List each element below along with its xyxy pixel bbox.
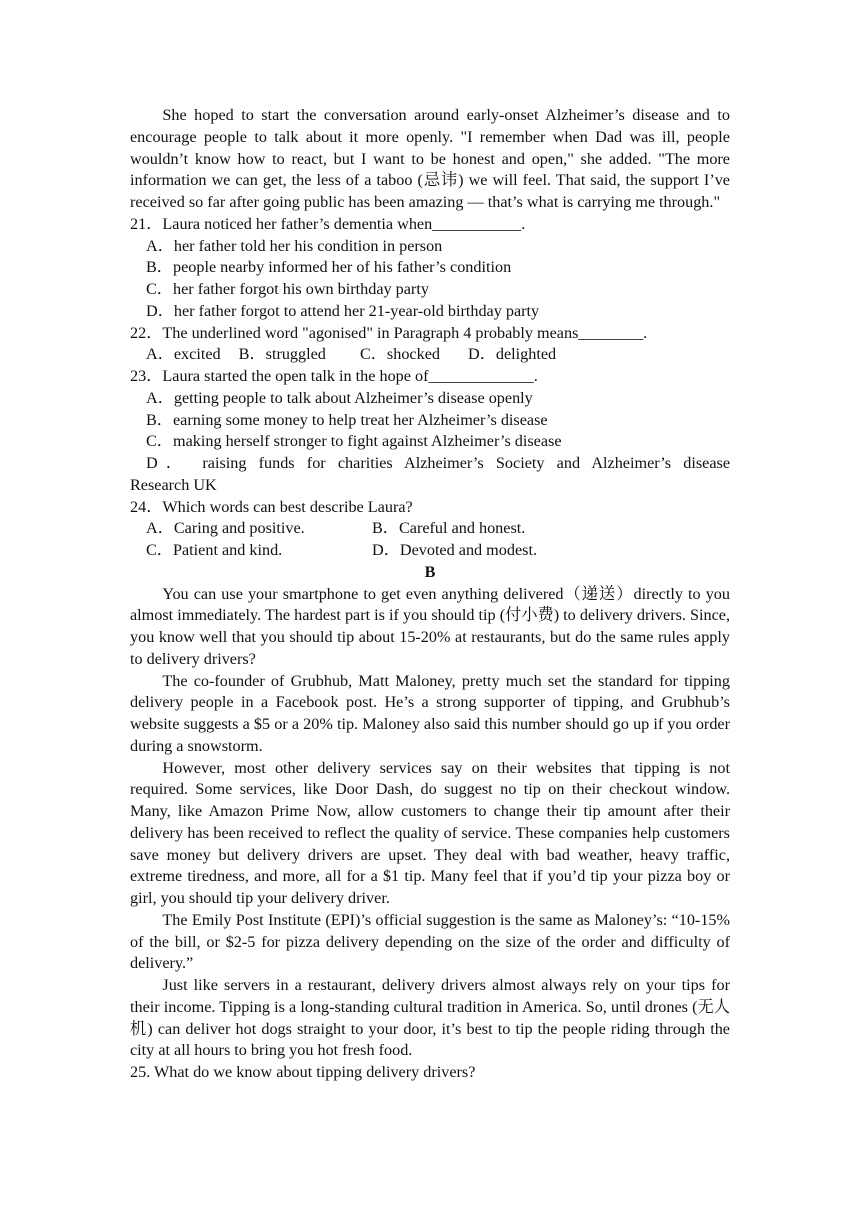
option-c: C．her father forgot his own birthday party	[146, 280, 429, 298]
section-heading: B	[424, 562, 436, 581]
options-row	[130, 344, 730, 366]
option-b: B．struggled	[238, 345, 326, 364]
question-22	[130, 323, 730, 367]
question-23	[130, 366, 730, 497]
option-a: A．Caring and positive.	[146, 519, 305, 538]
question-stem: 24．Which words can best describe Laura?	[130, 497, 413, 516]
option-d: D． raising funds for charities Alzheimer’s Society and Alzheimer’s disease	[146, 454, 730, 472]
options-row-2	[130, 540, 730, 562]
question-25-stem: 25. What do we know about tipping delivery drivers?	[130, 1063, 476, 1081]
option-b: B．people nearby informed her of his father’s condition	[146, 258, 512, 277]
question-stem: 23．Laura started the open talk in the hope of_____________.	[130, 367, 538, 385]
options-row-1	[130, 518, 730, 540]
passage-paragraph: Just like servers in a restaurant, delivery drivers almost always rely on your tips for their income. Tipping is a long-standing cultural tradition in America. So, until drones (无人机) can deliver hot dogs straight to your door, it’s best to tip the people riding through the city at all hours to bring you hot fresh food.	[130, 976, 730, 1060]
question-stem: 21．Laura noticed her father’s dementia when___________.	[130, 214, 526, 233]
intro-paragraph: She hoped to start the conversation around early-onset Alzheimer’s disease and to encourage people to talk about it more openly. "I remember when Dad was ill, people wouldn’t know how to react, but I want to be honest and open," she added. "The more information we can get, the less of a taboo (忌讳) we will feel. That said, the support I’ve received so far after going public has been amazing — that’s what is carrying me through."	[130, 106, 730, 211]
option-a: A．excited	[146, 345, 221, 364]
option-c: C．making herself stronger to fight against Alzheimer’s disease	[146, 432, 562, 451]
question-24	[130, 497, 730, 562]
question-21	[130, 214, 730, 323]
question-stem: 22．The underlined word "agonised" in Paragraph 4 probably means________.	[130, 323, 648, 342]
option-d: D．Devoted and modest.	[372, 541, 537, 559]
passage-b	[130, 584, 730, 1063]
option-d: D．delighted	[468, 345, 557, 364]
option-d: D．her father forgot to attend her 21-year-old birthday party	[146, 301, 540, 320]
option-b: B．Careful and honest.	[372, 519, 526, 538]
document-content	[130, 105, 730, 1084]
option-a: A．getting people to talk about Alzheimer’s disease openly	[146, 388, 533, 407]
option-c: C．shocked	[359, 345, 440, 364]
passage-paragraph: You can use your smartphone to get even anything delivered（递送）directly to you almost immediately. The hardest part is if you should tip (付小费) to delivery drivers. Since, you know well that you should tip about 15-20% at restaurants, but do the same rules apply to delivery drivers?	[130, 584, 730, 668]
passage-paragraph: The Emily Post Institute (EPI)’s official suggestion is the same as Maloney’s: “10-15% of the bill, or $2-5 for pizza delivery depending on the size of the order and difficulty of delivery.”	[130, 910, 730, 973]
passage-paragraph: However, most other delivery services say on their websites that tipping is not required. Some services, like Door Dash, do suggest no tip on their checkout window. Many, like Amazon Prime Now, allow customers to change their tip amount after their delivery has been received to reflect the quality of service. These companies help customers save money but delivery drivers are upset. They deal with bad weather, heavy traffic, extreme tiredness, and more, all for a $1 tip. Many feel that if you’d tip your pizza boy or girl, you should tip your delivery driver.	[130, 758, 730, 907]
passage-paragraph: The co-founder of Grubhub, Matt Maloney, pretty much set the standard for tipping delivery people in a Facebook post. He’s a strong supporter of tipping, and Grubhub’s website suggests a $5 or a 20% tip. Maloney also said this number should go up if you order during a snowstorm.	[130, 671, 730, 755]
option-c: C．Patient and kind.	[146, 541, 283, 559]
option-d-continuation: Research UK	[130, 475, 217, 494]
option-b: B．earning some money to help treat her Alzheimer’s disease	[146, 410, 548, 429]
option-a: A．her father told her his condition in person	[146, 236, 443, 255]
